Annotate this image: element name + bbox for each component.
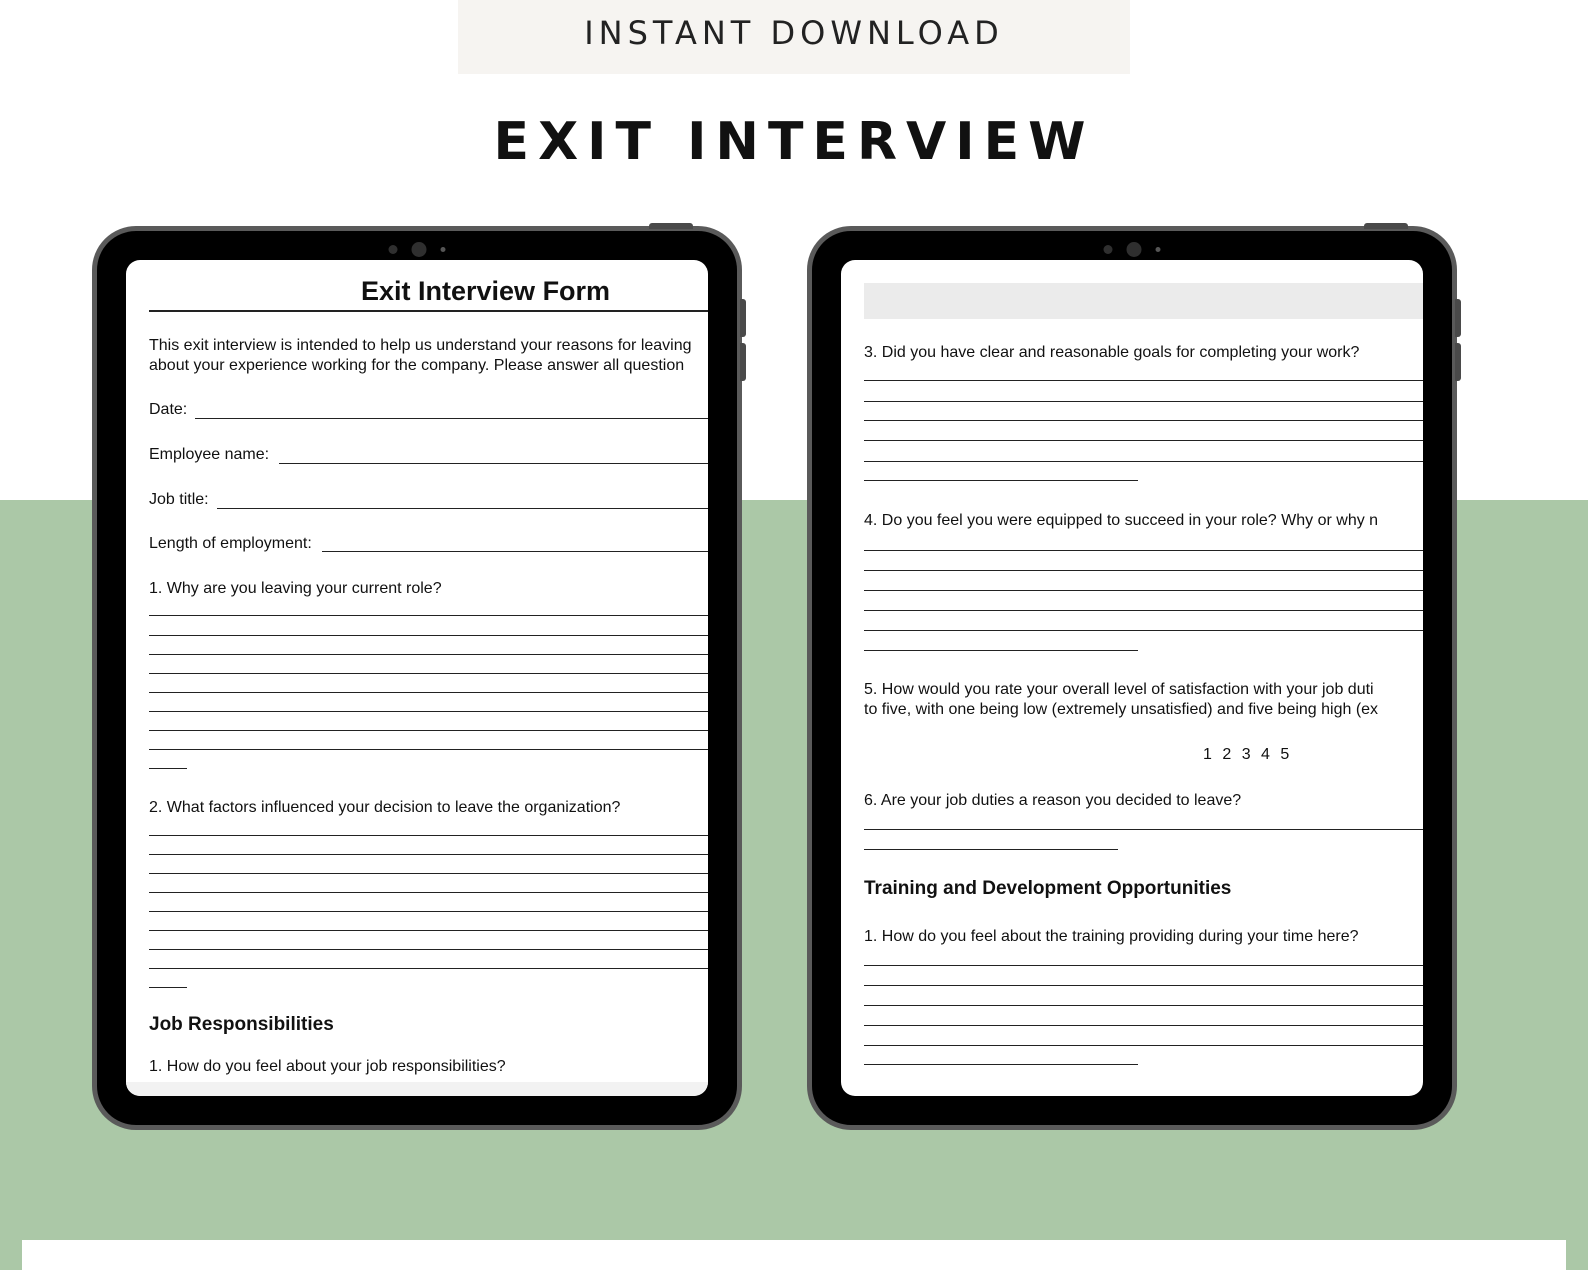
employee-name-label: Employee name: xyxy=(149,446,270,463)
answer-line[interactable] xyxy=(149,854,708,855)
answer-line[interactable] xyxy=(864,1025,1423,1026)
answer-line[interactable] xyxy=(149,654,708,655)
tablet-left xyxy=(92,226,742,1130)
answer-line[interactable] xyxy=(864,461,1423,462)
page-title: EXIT INTERVIEW xyxy=(493,112,1095,172)
answer-line[interactable] xyxy=(149,692,708,693)
instant-download-banner xyxy=(458,0,1130,74)
tablet-volume-up-button xyxy=(1455,299,1461,337)
tablet-power-button xyxy=(649,223,693,229)
answer-line-end[interactable] xyxy=(149,768,187,769)
employee-name-field[interactable] xyxy=(279,463,708,464)
answer-line[interactable] xyxy=(864,1005,1423,1006)
answer-line[interactable] xyxy=(864,420,1423,421)
answer-line[interactable] xyxy=(149,930,708,931)
tablet-screen-left[interactable] xyxy=(126,260,708,1096)
question-4: 4. Do you feel you were equipped to succeed in your role? Why or why n xyxy=(864,512,1379,529)
answer-line[interactable] xyxy=(149,749,708,750)
question-5-line-2: to five, with one being low (extremely unsatisfied) and five being high (ex xyxy=(864,701,1379,718)
answer-line-end[interactable] xyxy=(864,849,1118,850)
job-title-label: Job title: xyxy=(149,491,209,508)
camera-lens-icon xyxy=(1127,242,1142,257)
question-3: 3. Did you have clear and reasonable goals for completing your work? xyxy=(864,344,1360,361)
answer-line[interactable] xyxy=(864,610,1423,611)
answer-line[interactable] xyxy=(864,985,1423,986)
sensor-icon xyxy=(441,247,446,252)
answer-line[interactable] xyxy=(864,401,1423,402)
tablet-volume-down-button xyxy=(740,343,746,381)
tablet-screen-right[interactable] xyxy=(841,260,1423,1096)
answer-line[interactable] xyxy=(149,911,708,912)
answer-line[interactable] xyxy=(864,440,1423,441)
tablet-power-button xyxy=(1364,223,1408,229)
intro-line-1: This exit interview is intended to help us understand your reasons for leaving xyxy=(149,337,692,354)
answer-line[interactable] xyxy=(864,965,1423,966)
intro-line-2: about your experience working for the company. Please answer all question xyxy=(149,357,685,374)
sensor-icon xyxy=(1104,245,1113,254)
answer-line[interactable] xyxy=(864,590,1423,591)
answer-line[interactable] xyxy=(864,550,1423,551)
answer-line[interactable] xyxy=(149,730,708,731)
bottom-card xyxy=(22,1240,1566,1280)
answer-line[interactable] xyxy=(149,711,708,712)
answer-line[interactable] xyxy=(864,630,1423,631)
banner-text: INSTANT DOWNLOAD xyxy=(584,14,1004,52)
date-field[interactable] xyxy=(195,418,708,419)
answer-line[interactable] xyxy=(149,968,708,969)
answer-line[interactable] xyxy=(149,835,708,836)
question-5-line-1: 5. How would you rate your overall level of satisfaction with your job duti xyxy=(864,681,1374,698)
tablet-volume-up-button xyxy=(740,299,746,337)
answer-line[interactable] xyxy=(149,673,708,674)
tablet-camera xyxy=(389,242,446,257)
answer-line[interactable] xyxy=(864,570,1423,571)
answer-line[interactable] xyxy=(864,380,1423,381)
tablet-volume-down-button xyxy=(1455,343,1461,381)
question-6: 6. Are your job duties a reason you decided to leave? xyxy=(864,792,1242,809)
answer-line-end[interactable] xyxy=(149,987,187,988)
question-2: 2. What factors influenced your decision to leave the organization? xyxy=(149,799,621,816)
answer-line-end[interactable] xyxy=(864,1064,1138,1065)
answer-line[interactable] xyxy=(149,892,708,893)
page-bottom-strip xyxy=(126,1082,708,1096)
section-heading-training: Training and Development Opportunities xyxy=(864,878,1232,899)
section-question-1: 1. How do you feel about your job responsibilities? xyxy=(149,1058,506,1075)
rating-scale[interactable]: 1 2 3 4 5 xyxy=(1203,746,1293,763)
section-question-1: 1. How do you feel about the training providing during your time here? xyxy=(864,928,1359,945)
date-label: Date: xyxy=(149,401,188,418)
answer-line[interactable] xyxy=(149,949,708,950)
answer-line[interactable] xyxy=(149,873,708,874)
section-heading-job-responsibilities: Job Responsibilities xyxy=(149,1014,334,1035)
job-title-field[interactable] xyxy=(217,508,708,509)
title-rule xyxy=(149,310,708,312)
length-of-employment-label: Length of employment: xyxy=(149,535,312,552)
answer-line[interactable] xyxy=(149,615,708,616)
tablet-right xyxy=(807,226,1457,1130)
answer-line-end[interactable] xyxy=(864,480,1138,481)
answer-line[interactable] xyxy=(149,635,708,636)
answer-line-end[interactable] xyxy=(864,650,1138,651)
question-1: 1. Why are you leaving your current role? xyxy=(149,580,442,597)
form-title: Exit Interview Form xyxy=(361,276,611,306)
camera-lens-icon xyxy=(412,242,427,257)
sensor-icon xyxy=(389,245,398,254)
tablet-camera xyxy=(1104,242,1161,257)
sensor-icon xyxy=(1156,247,1161,252)
length-of-employment-field[interactable] xyxy=(322,551,708,552)
answer-line[interactable] xyxy=(864,829,1423,830)
answer-line[interactable] xyxy=(864,1045,1423,1046)
header-shade xyxy=(864,283,1423,319)
